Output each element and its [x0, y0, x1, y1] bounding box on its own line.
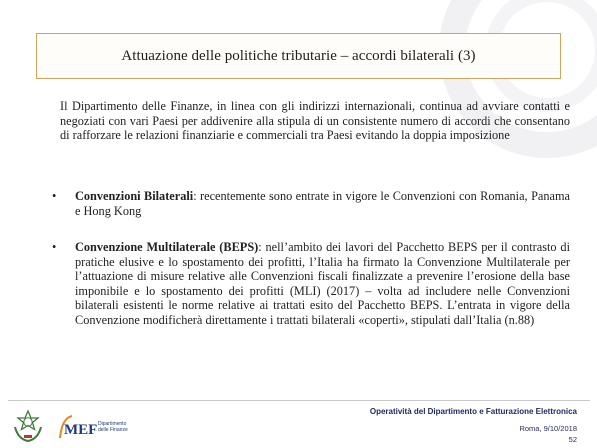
bullet-text: : recentemente sono entrate in vigore le Convenzioni con Romania, Panama e Hong Kong — [75, 189, 570, 218]
mef-logo-icon — [58, 412, 128, 442]
footer-divider — [8, 400, 590, 401]
bullet-term: Convenzione Multilaterale (BEPS) — [75, 240, 259, 254]
bullet-item-bilaterali — [50, 189, 570, 218]
title-box — [36, 33, 561, 79]
italian-republic-emblem-icon — [10, 409, 46, 443]
footer-title: Operatività del Dipartimento e Fatturazione Elettronica — [369, 407, 577, 416]
bullet-icon: • — [52, 240, 57, 254]
footer-place-date: Roma, 9/10/2018 — [519, 424, 577, 433]
mef-dept-line1: Dipartimento — [98, 421, 127, 427]
slide-title: Attuazione delle politiche tributarie – accordi bilaterali (3) — [121, 47, 476, 64]
mef-dept-line2: delle Finanze — [98, 427, 128, 433]
bullet-icon: • — [52, 189, 57, 203]
footer — [370, 406, 577, 445]
bullet-list — [50, 189, 570, 327]
bullet-term: Convenzioni Bilaterali — [75, 189, 194, 203]
bullet-text: : nell’ambito dei lavori del Pacchetto BEPS per il contrasto di pratiche elusive e lo spostamento dei profitti, l’Italia ha firmato la Convenzione Multilaterale per l’attuazione di misure relative alle Convenzioni fiscali finalizzate a prevenire l’erosione della base imponibile e lo spostamento dei profitti (MLI) (2017) – volta ad includere nelle Convenzioni bilaterali esistenti le norme relative ai trattati esito del Pacchetto BEPS. L’entrata in vigore della Convenzione modificherà direttamente i trattati bilaterali «coperti», stipulati dall’Italia (n.88) — [75, 240, 570, 327]
page-number: 52 — [568, 435, 577, 444]
intro-paragraph: Il Dipartimento delle Finanze, in linea con gli indirizzi internazionali, continua ad avviare contatti e negoziati con vari Paesi per addivenire alla stipula di un consistente numero di accordi che consentano di rafforzare le relazioni finanziarie e commerciali tra Paesi evitando la doppia imposizione — [60, 99, 570, 142]
mef-text: MEF — [64, 422, 98, 438]
bullet-item-multilaterale — [50, 240, 570, 327]
